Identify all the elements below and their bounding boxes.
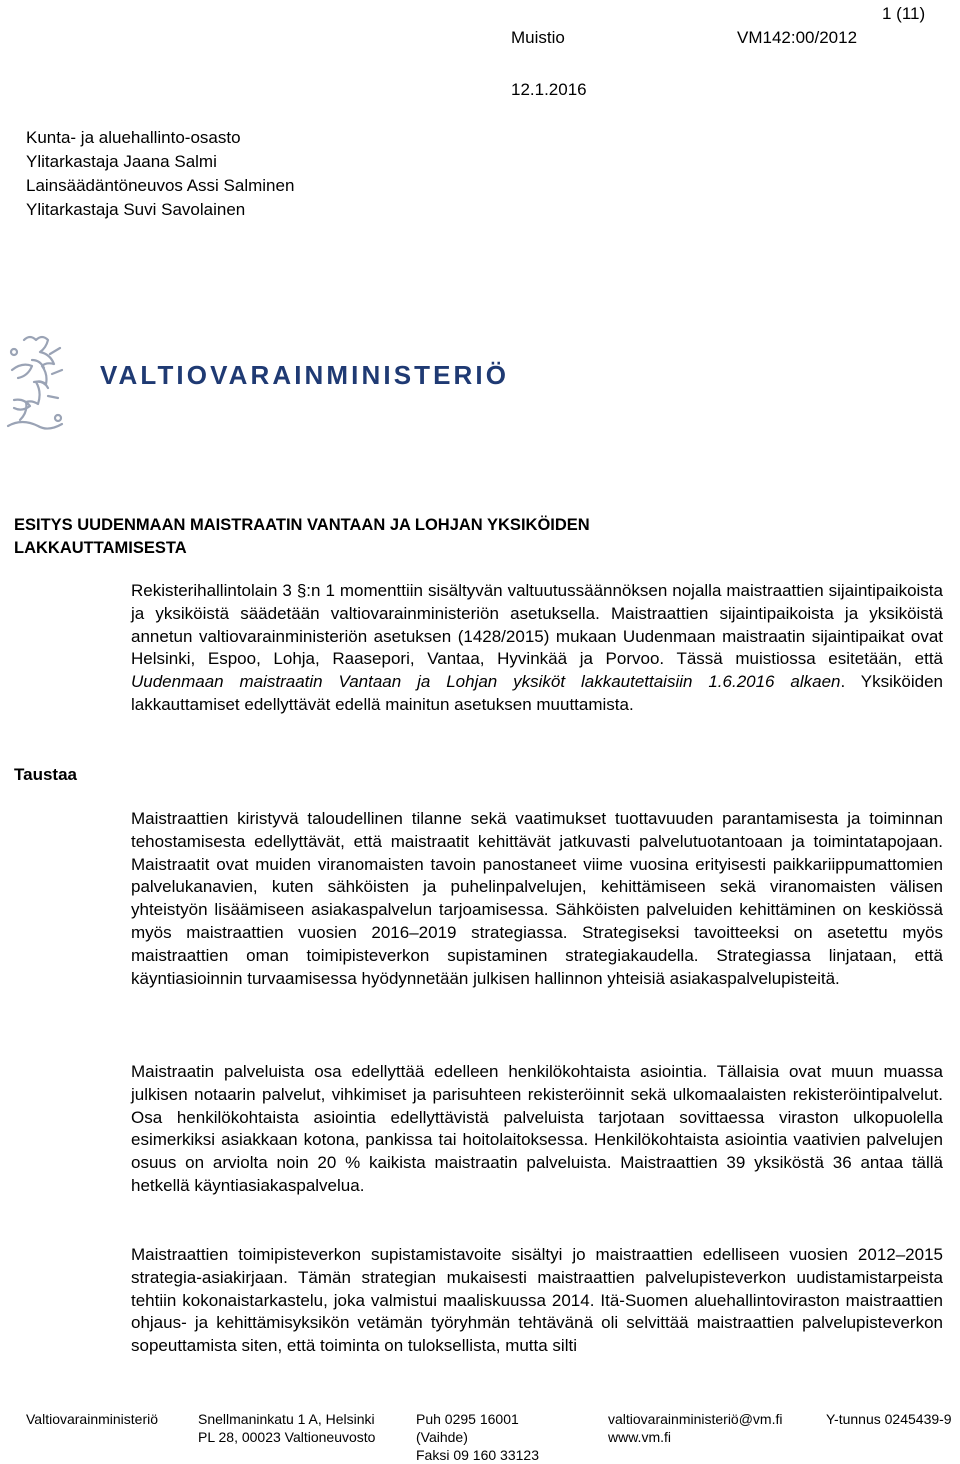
- sender-person: Ylitarkastaja Suvi Savolainen: [26, 200, 246, 219]
- paragraph-text: . Yksiköiden lakkauttamiset edellyttävät edellä mainitun asetuksen muuttamista.: [131, 672, 943, 714]
- footer-business-id-text: Y-tunnus 0245439-9: [826, 1411, 952, 1427]
- sender-department: Kunta- ja aluehallinto-osasto: [26, 128, 241, 147]
- footer-address-line: PL 28, 00023 Valtioneuvosto: [198, 1429, 376, 1445]
- ministry-logo: [4, 330, 510, 440]
- footer-phone-line: Puh 0295 16001: [416, 1411, 519, 1427]
- footer-contact: [608, 1410, 782, 1446]
- paragraph-text: Rekisterihallintolain 3 §:n 1 momenttiin sisältyvän valtuutussäännöksen nojalla maistraattien sijaintipaikoista ja yksiköistä säädetään valtiovarainministeriön asetuksella. Maistraattien sijaintipaikoista ja yksiköistä annetun valtiovarainministeriön asetuksen (1428/2015) mukaan Uudenmaan maistraatin sijaintipaikat ovat Helsinki, Espoo, Lohja, Raasepori, Vantaa, Hyvinkää ja Porvoo. Tässä muistiossa esitetään, että: [131, 581, 943, 669]
- footer-address-line: Snellmaninkatu 1 A, Helsinki: [198, 1411, 375, 1427]
- paragraph: Maistraattien toimipisteverkon supistamistavoite sisältyi jo maistraattien edelliseen vuosien 2012–2015 strategia-asiakirjaan. Tämän strategian mukaisesti maistraattien palvelupisteverkon uudistamistarpeista tehtiin kokonaistarkastelu, joka valmistui maaliskuussa 2014. Itä-Suomen aluehallintoviraston maistraattien ohjaus- ja kehittämisyksikön vetämän työryhmän tehtävänä oli selvittää maistraattien palvelupisteverkon sopeuttamista siten, että toiminta on tuloksellista, mutta silti: [131, 1245, 943, 1356]
- footer-website[interactable]: www.vm.fi: [608, 1429, 671, 1445]
- footer-phone-line: (Vaihde): [416, 1429, 468, 1445]
- sender-block: [26, 126, 294, 222]
- logo-wordmark: VALTIOVARAINMINISTERIÖ: [100, 360, 510, 390]
- footer-org-name: Valtiovarainministeriö: [26, 1411, 159, 1427]
- page-number: 1 (11): [882, 4, 926, 23]
- footer-phone: [416, 1410, 539, 1464]
- paragraph-emphasis: Uudenmaan maistraatin Vantaan ja Lohjan yksiköt lakkautettaisiin 1.6.2016 alkaen: [131, 672, 841, 692]
- doc-date: 12.1.2016: [511, 80, 587, 99]
- section-heading: Taustaa: [14, 765, 77, 784]
- title-line: ESITYS UUDENMAAN MAISTRAATIN VANTAAN JA LOHJAN YKSIKÖIDEN: [14, 516, 590, 534]
- doc-id: VM142:00/2012: [737, 28, 858, 47]
- footer-address: [198, 1410, 375, 1446]
- paragraph: Maistraatin palveluista osa edellyttää edelleen henkilökohtaista asiointia. Tällaisia ovat muun muassa julkisen notaarin palvelut, vihkimiset ja parisuhteen rekisteröinnit sekä ulkomaalaisten rekisteröintipalvelut. Osa henkilökohtaista asiointia edellyttävistä palveluista tarjotaan sovittaessa viraston ulkopuolella esimerkiksi asiakkaan kotona, pankissa tai hoitolaitoksessa. Henkilökohtaista asiointia vaativien palvelujen osuus on arviolta noin 20 % kaikista maistraatin palveluista. Maistraattien 39 yksiköstä 36 antaa tällä hetkellä käyntiasiakaspalvelua.: [131, 1062, 943, 1195]
- footer-business-id: [826, 1410, 952, 1428]
- paragraph: Maistraattien kiristyvä taloudellinen tilanne sekä vaatimukset tuottavuuden parantamisesta ja toiminnan tehostamisesta edellyttävät, että maistraatit kehittävät jatkuvasti palvelutuotantoaan ja toimintatapojaan. Maistraatit ovat muiden viranomaisten tavoin panostaneet viime vuosina erityisesti paikkariippumattomien palvelukanavien, kuten sähköisten ja puhelinpalvelujen, kehittämiseen sekä viranomaisten välisen yhteistyön lisäämiseen asiakaspalvelun tarjoamisessa. Sähköisten palveluiden kehittäminen on keskiössä myös maistraattien vuosien 2016–2019 strategiassa. Strategiseksi tavoitteeksi on asetettu myös maistraattien oman toimipisteverkon supistaminen strategiakaudella. Strategiassa linjataan, että käyntiasioinnin turvaamisessa hyödynnetään julkisen hallinnon yhteisiä asiakaspalvelupisteitä.: [131, 809, 943, 988]
- title-line: LAKKAUTTAMISESTA: [14, 539, 187, 557]
- footer-fax-line: Faksi 09 160 33123: [416, 1447, 539, 1463]
- sender-person: Ylitarkastaja Jaana Salmi: [26, 152, 217, 171]
- paragraph: [131, 580, 943, 717]
- footer-email[interactable]: valtiovarainministeriö@vm.fi: [608, 1411, 783, 1427]
- sender-person: Lainsäädäntöneuvos Assi Salminen: [26, 176, 295, 195]
- footer-org: [26, 1410, 158, 1428]
- doc-type: Muistio: [511, 28, 565, 47]
- document-title: [14, 514, 590, 560]
